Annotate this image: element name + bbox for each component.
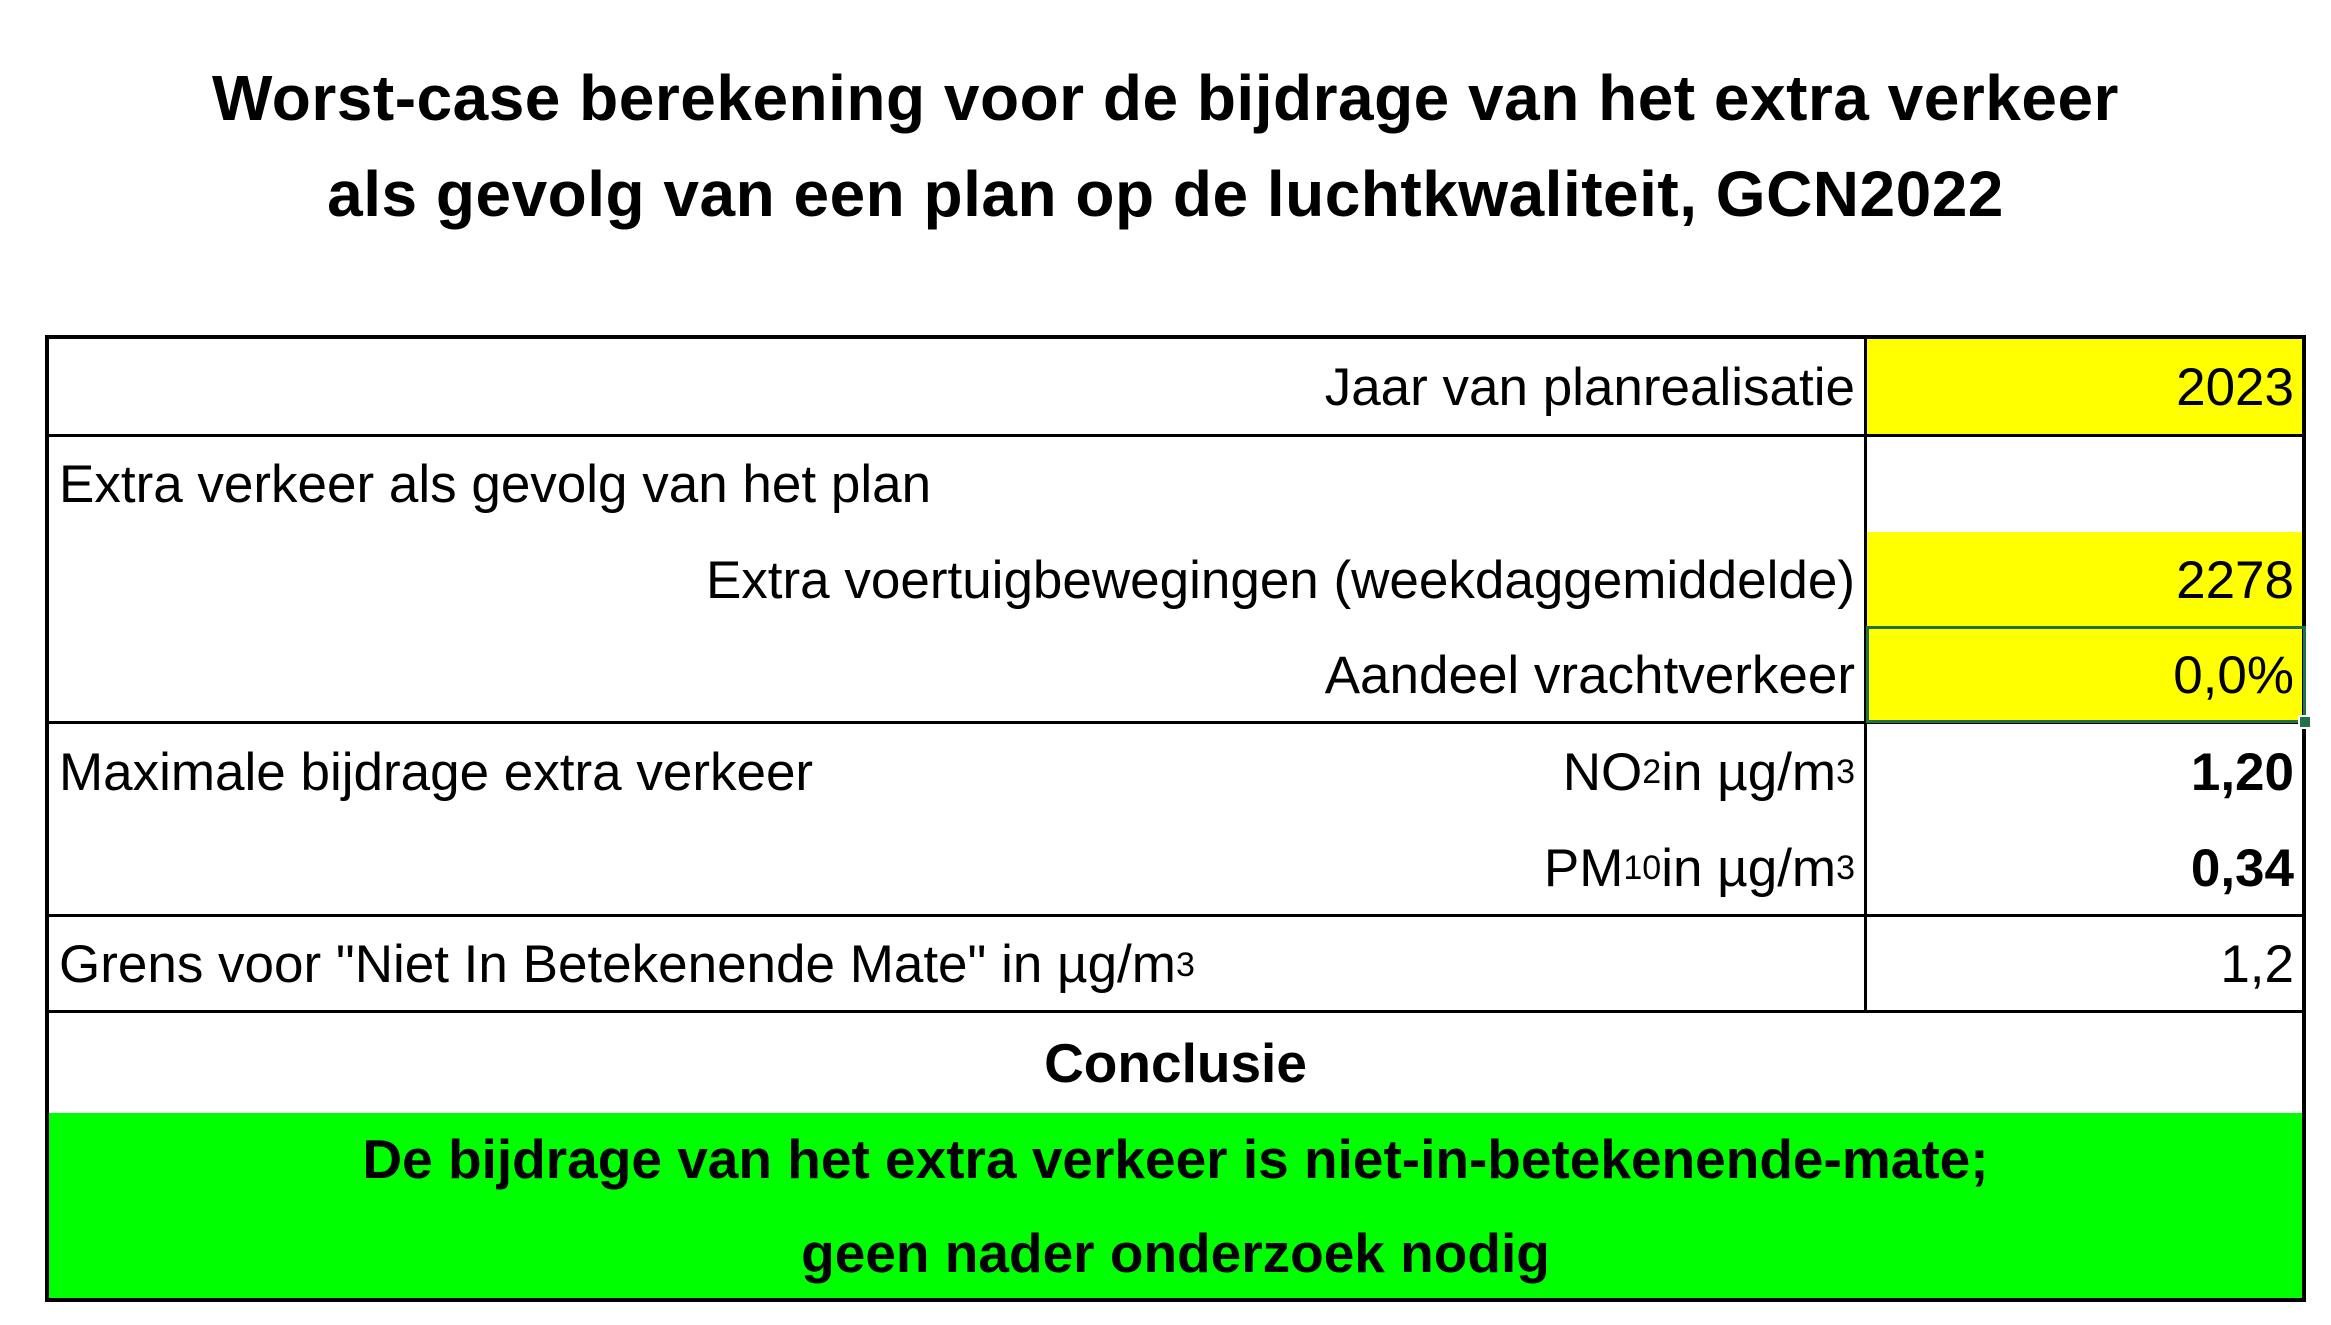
conclusion-heading: Conclusie (1044, 1032, 1307, 1094)
extra-traffic-heading: Extra verkeer als gevolg van het plan (59, 455, 932, 514)
empty-cell[interactable] (1867, 437, 2302, 532)
no2-prefix: NO (1562, 742, 1643, 802)
pm10-suffix: in µg/m (1661, 838, 1837, 898)
column-divider (1864, 339, 1867, 435)
title-line-2: als gevolg van een plan op de luchtkwaliteit, GCN2022 (327, 158, 2004, 230)
row-year (49, 339, 2302, 436)
row-vehicle-movements (49, 532, 2302, 628)
pm10-value[interactable]: 0,34 (2190, 838, 2294, 898)
row-truck-share (49, 628, 2302, 722)
vehicle-movements-label: Extra voertuigbewegingen (weekdaggemiddelde) (705, 550, 1855, 610)
pm10-prefix: PM (1543, 838, 1624, 898)
fill-handle[interactable] (2298, 715, 2312, 729)
row-nibm-limit (49, 917, 2302, 1012)
truck-share-input-cell[interactable]: 0,0% (1867, 628, 2302, 722)
year-label: Jaar van planrealisatie (1324, 358, 1855, 417)
vehicle-movements-input-cell[interactable]: 2278 (1867, 532, 2302, 628)
column-divider (1864, 532, 1867, 722)
page-title (0, 50, 2331, 242)
conclusion-line-1: De bijdrage van het extra verkeer is niet-in-betekenende-mate; (362, 1127, 1989, 1190)
nibm-limit-label: Grens voor "Niet In Betekenende Mate" in µg/m 3 (59, 935, 1195, 994)
pm10-unit-label: PM 10 in µg/m 3 (1543, 838, 1855, 898)
nibm-limit-text: Grens voor "Niet In Betekenende Mate" in µg/m (59, 935, 1176, 994)
conclusion-result (49, 1113, 2302, 1298)
calculation-table (45, 335, 2306, 1302)
conclusion-line-2: geen nader onderzoek nodig (801, 1221, 1550, 1284)
title-line-1: Worst-case berekening voor de bijdrage van het extra verkeer (212, 62, 2119, 134)
row-no2 (49, 724, 2302, 820)
column-divider (1864, 722, 1867, 915)
nibm-limit-value[interactable]: 1,2 (2220, 935, 2294, 994)
row-extra-traffic-heading (49, 437, 2302, 532)
year-input-cell[interactable]: 2023 (1867, 339, 2302, 436)
row-pm10 (49, 820, 2302, 916)
no2-suffix: in µg/m (1661, 742, 1837, 802)
column-divider (1864, 435, 1867, 532)
no2-value[interactable]: 1,20 (2190, 742, 2294, 802)
no2-unit-label: NO 2 in µg/m 3 (1562, 742, 1855, 802)
max-contribution-label: Maximale bijdrage extra verkeer (59, 742, 814, 802)
column-divider (1864, 915, 1867, 1012)
truck-share-label: Aandeel vrachtverkeer (1324, 645, 1855, 705)
